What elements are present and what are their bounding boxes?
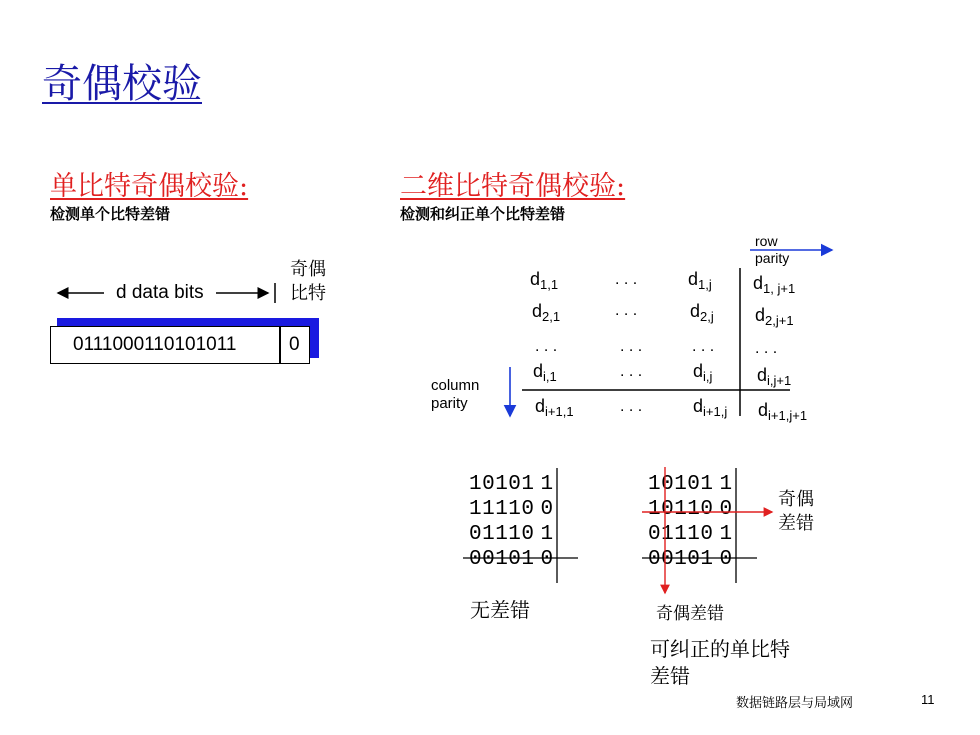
matrix-ellipsis: . . . [620,338,643,355]
column-parity-line2: parity [431,395,468,412]
matrix-ellipsis: . . . [620,398,643,415]
matrix-cell-2-j: $d_{2,j}$ [690,301,714,324]
matrix-ellipsis: . . . [755,340,778,357]
matrix-cell-i1-j: $d_{i+1,j}$ [693,396,728,419]
example-row: 00101 0 [469,548,554,571]
parity-error-side-label-line1: 奇偶 [778,489,814,510]
example-row: 10110 0 [648,498,733,521]
matrix-ellipsis: . . . [692,338,715,355]
two-dim-parity-heading: 二维比特奇偶校验: [400,171,626,202]
matrix-cell-i-j1: $d_{i,j+1}$ [757,365,792,388]
parity-bit-value: 0 [289,334,300,355]
matrix-ellipsis: . . . [615,271,638,288]
matrix-cell-i-j: $d_{i,j}$ [693,361,713,384]
column-parity-line1: column [431,377,480,394]
parity-bit-label-line2: 比特 [290,283,326,304]
matrix-cell-1-1: $d_{1,1}$ [530,269,559,292]
data-bits-label: d data bits [116,282,204,303]
matrix-cell-1-j1: $d_{1, j+1}$ [753,273,796,296]
data-bits-value: 0111000110101011 [73,334,237,355]
example-row: 11110 0 [469,498,554,521]
row-parity-line1: row [755,233,778,249]
page-number: 11 [921,692,935,707]
matrix-cell-i-1: $d_{i,1}$ [533,361,557,384]
correctable-error-caption-line1: 可纠正的单比特 [650,637,790,661]
matrix-ellipsis: . . . [615,302,638,319]
parity-error-bottom-label: 奇偶差错 [656,604,724,624]
example-row: 10101 1 [648,473,733,496]
no-error-caption: 无差错 [470,598,530,622]
footer-text: 数据链路层与局域网 [736,696,854,711]
page-title: 奇偶校验 [42,61,202,107]
matrix-ellipsis: . . . [535,338,558,355]
matrix-cell-2-1: $d_{2,1}$ [532,301,561,324]
parity-error-side-label-line2: 差错 [778,513,814,534]
row-parity-line2: parity [755,250,790,266]
example-row: 01110 1 [648,523,733,546]
example-row: 10101 1 [469,473,554,496]
single-bit-parity-heading: 单比特奇偶校验: [50,171,249,202]
matrix-ellipsis: . . . [620,363,643,380]
example-row: 01110 1 [469,523,554,546]
parity-bit-label-line1: 奇偶 [290,259,326,280]
example-row: 00101 0 [648,548,733,571]
matrix-cell-2-j1: $d_{2,j+1}$ [755,305,794,328]
matrix-cell-i1-j1: $d_{i+1,j+1}$ [758,400,808,423]
matrix-cell-i1-1: $d_{i+1,1}$ [535,396,574,419]
single-bit-parity-subtitle: 检测单个比特差错 [50,205,171,223]
two-dim-parity-subtitle: 检测和纠正单个比特差错 [400,205,566,223]
correctable-error-caption-line2: 差错 [650,664,690,688]
matrix-cell-1-j: $d_{1,j}$ [688,269,712,292]
